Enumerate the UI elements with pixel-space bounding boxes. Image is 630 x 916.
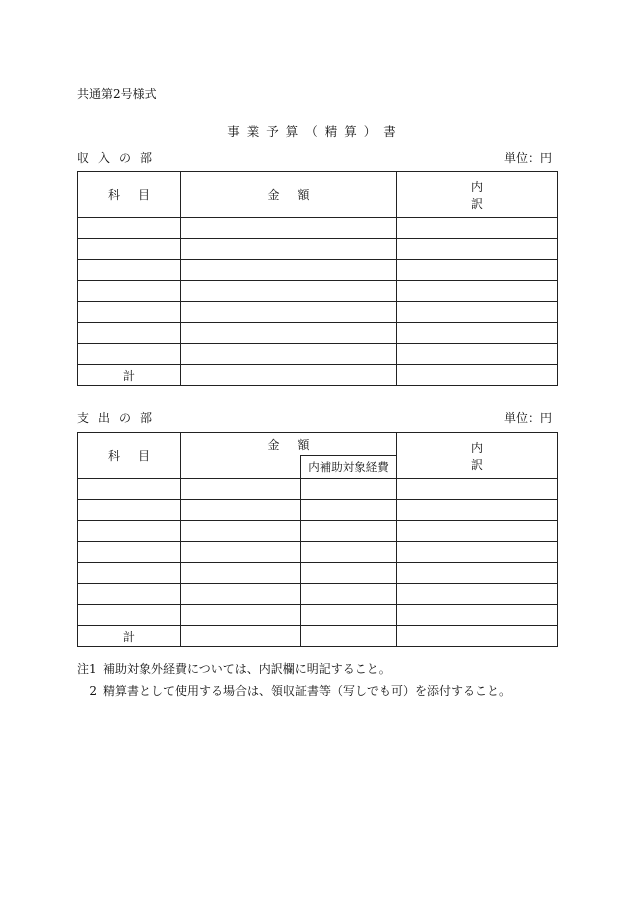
note-text: 補助対象外経費については、内訳欄に明記すること。 — [103, 662, 391, 676]
income-section-title: 収入の部 — [77, 151, 162, 165]
income-cell — [181, 323, 397, 344]
income-cell — [181, 260, 397, 281]
income-row — [78, 281, 558, 302]
expense-header-amount-sub: 内補助対象経費 — [301, 456, 397, 479]
expense-cell — [181, 500, 301, 521]
income-row — [78, 218, 558, 239]
expense-header-breakdown: 内訳 — [397, 433, 558, 479]
expense-cell — [397, 500, 558, 521]
income-table — [77, 171, 558, 386]
expense-cell — [181, 521, 301, 542]
expense-cell — [78, 542, 181, 563]
income-cell — [397, 281, 558, 302]
document-title: 事業予算（精算）書 — [227, 124, 403, 139]
expense-cell — [78, 584, 181, 605]
income-cell — [181, 302, 397, 323]
income-cell — [397, 344, 558, 365]
income-header-amount: 金額 — [181, 172, 397, 218]
note-text: 精算書として使用する場合は、領収証書等（写しでも可）を添付すること。 — [103, 684, 512, 698]
income-cell — [181, 239, 397, 260]
income-header-subject: 科目 — [78, 172, 181, 218]
expense-table — [77, 432, 558, 647]
income-unit-label: 単位：円 — [503, 151, 552, 165]
income-cell — [397, 218, 558, 239]
expense-cell — [397, 584, 558, 605]
expense-cell — [301, 542, 397, 563]
expense-cell — [397, 521, 558, 542]
income-cell — [78, 239, 181, 260]
income-row — [78, 239, 558, 260]
expense-total-label: 計 — [78, 626, 181, 647]
expense-total-cell — [181, 626, 301, 647]
expense-cell — [301, 605, 397, 626]
expense-cell — [181, 563, 301, 584]
income-cell — [78, 218, 181, 239]
expense-cell — [397, 563, 558, 584]
income-cell — [78, 260, 181, 281]
expense-cell — [301, 521, 397, 542]
income-header-breakdown: 内訳 — [397, 172, 558, 218]
expense-cell — [181, 605, 301, 626]
expense-header-subject: 科目 — [78, 433, 181, 479]
income-total-cell — [181, 365, 397, 386]
expense-cell — [181, 542, 301, 563]
expense-row — [78, 563, 558, 584]
income-header-row — [78, 172, 558, 218]
note-item — [77, 658, 511, 680]
income-cell — [397, 239, 558, 260]
income-cell — [181, 344, 397, 365]
expense-section-title: 支出の部 — [77, 411, 162, 425]
expense-cell — [397, 479, 558, 500]
expense-header-amount-spacer — [181, 456, 301, 479]
expense-header-amount: 金額 — [181, 433, 397, 456]
income-cell — [78, 344, 181, 365]
expense-row — [78, 584, 558, 605]
income-cell — [78, 281, 181, 302]
income-cell — [397, 260, 558, 281]
expense-cell — [78, 500, 181, 521]
expense-row — [78, 605, 558, 626]
income-total-label: 計 — [78, 365, 181, 386]
expense-cell — [301, 584, 397, 605]
expense-cell — [78, 563, 181, 584]
income-cell — [78, 302, 181, 323]
income-cell — [181, 218, 397, 239]
note-item — [77, 680, 511, 702]
expense-unit-label: 単位：円 — [503, 411, 552, 425]
expense-row — [78, 521, 558, 542]
expense-cell — [181, 479, 301, 500]
expense-cell — [78, 521, 181, 542]
expense-cell — [301, 500, 397, 521]
note-number: 注1 — [77, 662, 97, 676]
expense-row — [78, 479, 558, 500]
expense-cell — [397, 542, 558, 563]
income-cell — [397, 302, 558, 323]
expense-total-cell — [397, 626, 558, 647]
income-row — [78, 344, 558, 365]
notes — [77, 658, 511, 702]
form-number: 共通第2号様式 — [77, 87, 157, 101]
expense-cell — [181, 584, 301, 605]
income-total-cell — [397, 365, 558, 386]
income-cell — [78, 323, 181, 344]
income-total-row — [78, 365, 558, 386]
income-cell — [181, 281, 397, 302]
expense-cell — [78, 605, 181, 626]
expense-total-cell — [301, 626, 397, 647]
expense-row — [78, 500, 558, 521]
expense-row — [78, 542, 558, 563]
expense-total-row — [78, 626, 558, 647]
expense-cell — [78, 479, 181, 500]
income-row — [78, 302, 558, 323]
expense-header-row — [78, 433, 558, 456]
expense-cell — [397, 605, 558, 626]
note-number: 2 — [89, 684, 97, 698]
expense-cell — [301, 563, 397, 584]
income-cell — [397, 323, 558, 344]
expense-cell — [301, 479, 397, 500]
income-row — [78, 260, 558, 281]
income-row — [78, 323, 558, 344]
